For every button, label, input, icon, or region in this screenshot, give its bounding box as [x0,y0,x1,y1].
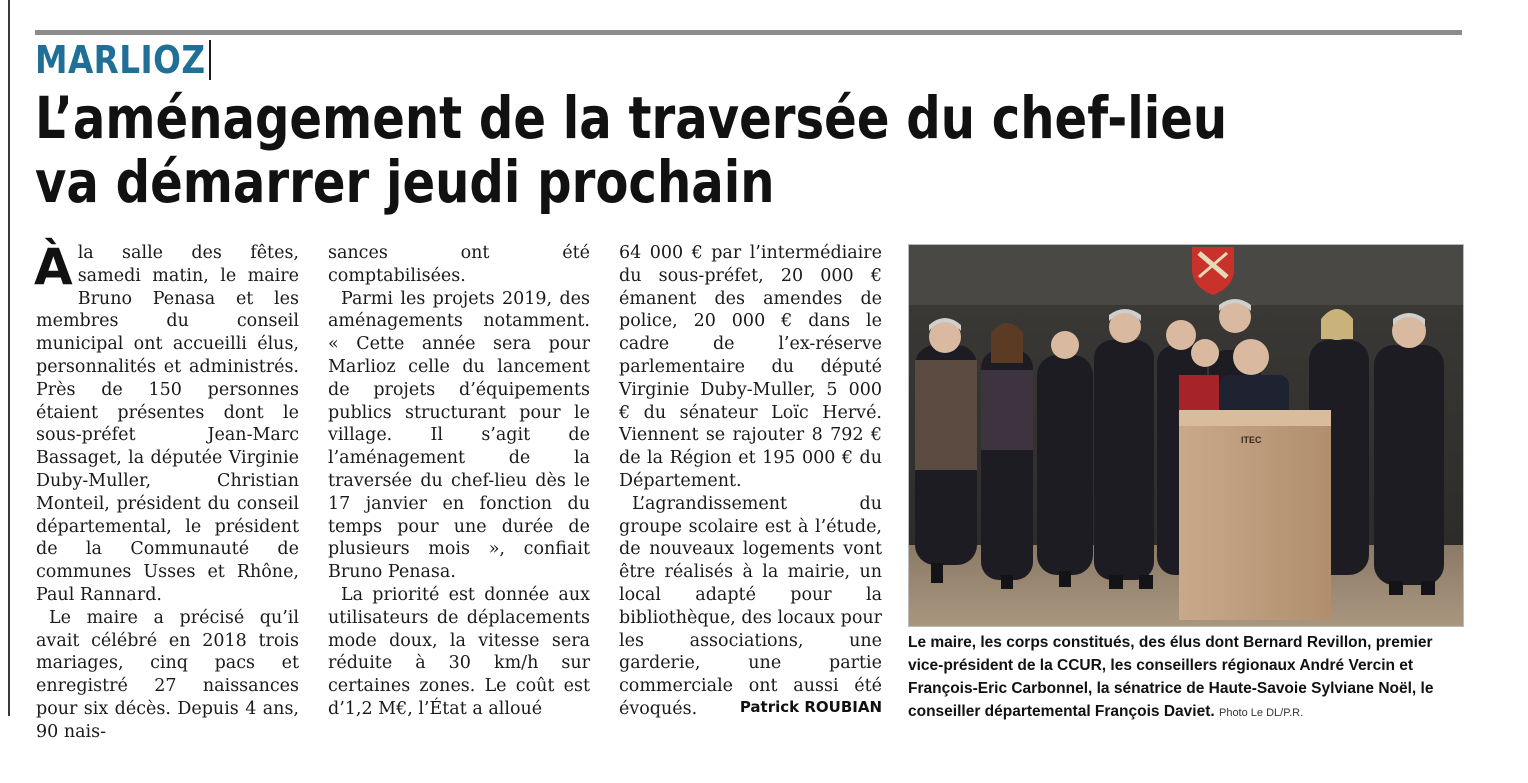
left-column-rule [8,0,10,716]
headline-line-2: va démarrer jeudi prochain [35,148,775,216]
kicker-container [35,38,233,82]
paragraph: Le maire a précisé qu’il avait célébré en 2018 trois mariages, cinq pacs et enregistré 27 naissances pour six décès. Depuis 4 ans, 90 nais- [36,607,299,742]
article-column-1 [34,238,299,744]
photo-credit: Photo Le DL/P.R. [1218,707,1304,719]
paragraph: L’agrandissement du groupe scolaire est à l’étude, de nouveaux logements vont être réalisés à la mairie, un local adapté pour la bibliothèque, des locaux pour les associations, une garderie, une partie commerciale ont aussi été évoqués. [619,493,882,719]
caption-text: Le maire, les corps constitués, des élus dont Bernard Revillon, premier vice-président de la CCUR, les conseillers régionaux André Vercin et François-Eric Carbonnel, la sénatrice de Haute-Savoie Sylviane Noël, le conseiller départemental François Daviet. [908,634,1434,720]
article-headline [35,84,1228,216]
paragraph: Parmi les projets 2019, des aménagements notamment. « Cette année sera pour Marlioz celle du lancement de projets d’équipements publics structurant pour le village. Il s’agit de l’aménagement de la traversée du chef-lieu dès le 17 janvier en fonction du temps pour une durée de plusieurs mois », confiait Bruno Penasa. [328,288,590,583]
kicker-divider [209,40,211,80]
paragraph-intro-text: la salle des fêtes, samedi matin, le maire Bruno Penasa et les membres du conseil municipal ont accueilli élus, personnalités et administrés. Près de 150 personnes étaient présentes dont le sous-préfet Jean-Marc Bassaget, la députée Virginie Duby-Muller, Christian Monteil, président du conseil départemental, le président de la Communauté de communes Usses et Rhône, Paul Rannard. [36,243,299,605]
author-signature: Patrick ROUBIAN [739,698,882,716]
photo-illustration [909,245,1463,626]
headline-line-1: L’aménagement de la traversée du chef-lieu [35,84,1228,152]
lectern-label: ITEC [1241,435,1262,445]
photo-caption [908,631,1468,725]
paragraph: 64 000 € par l’intermédiaire du sous-préfet, 20 000 € émanent des amendes de police, 20 000 € dans le cadre de l’ex-réserve parlementaire du député Virginie Duby-Muller, 5 000 € du sénateur Loïc Hervé. Viennent se rajouter 8 792 € de la Région et 195 000 € du Département. [619,243,882,491]
article-column-3 [619,242,882,721]
article-column-2 [328,242,590,721]
section-top-rule [35,30,1462,35]
drop-cap: À [34,238,73,296]
paragraph-intro [34,238,299,607]
paragraph: sances ont été comptabilisées. [328,243,590,286]
section-kicker: MARLIOZ [35,38,206,82]
article-photo [908,244,1464,627]
paragraph: La priorité est donnée aux utilisateurs de déplacements mode doux, la vitesse sera réduite à 30 km/h sur certaines zones. Le coût est d’1,2 M€, l’État a alloué [328,584,590,719]
